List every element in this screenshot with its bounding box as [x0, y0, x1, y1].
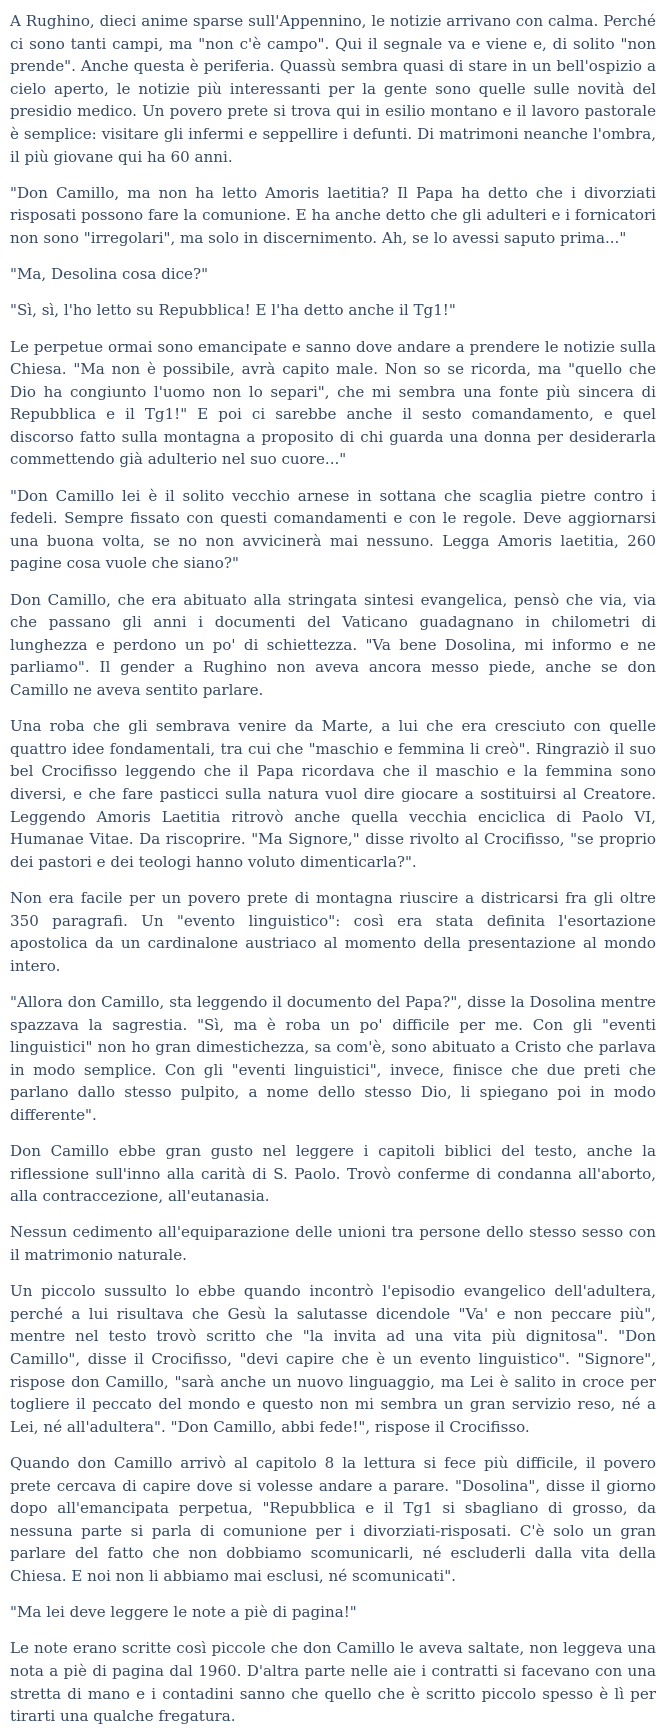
paragraph: Quando don Camillo arrivò al capitolo 8 la lettura si fece più difficile, il povero prete cercava di capire dove si volesse andare a parare. "Dosolina", disse il giorno dopo all'emancipata perpetua, "Repubblica e il Tg1 si sbagliano di grosso, da nessuna parte si parla di comunione per i divorziati-risposati. C'è solo un gran parlare del fatto che non dobbiamo scomunicarli, né escluderli dalla vita della Chiesa. E noi non li abbiamo mai esclusi, né scomunicati". [10, 1453, 656, 1585]
paragraph: "Ma, Desolina cosa dice?" [10, 265, 209, 284]
paragraph: Una roba che gli sembrava venire da Marte, a lui che era cresciuto con quelle quattro idee fondamentali, tra cui che "maschio e femmina li creò". Ringraziò il suo bel Crocifisso leggendo che il Papa ricordava che il maschio e la femmina sono diversi, e che fare pasticci sulla natura vuol dire giocare a sostituirsi al Creatore. Leggendo Amoris Laetitia ritrovò anche quella vecchia enciclica di Paolo VI, Humanae Vitae. Da riscoprire. "Ma Signore," disse rivolto al Crocifisso, "se proprio dei pastori e dei teologi hanno voluto dimenticarla?". [10, 717, 656, 871]
paragraph: "Don Camillo lei è il solito vecchio arnese in sottana che scaglia pietre contro i fedeli. Sempre fissato con questi comandamenti e con le regole. Deve aggiornarsi una buona volta, se no non avvicinerà mai nessuno. Legga Amoris laetitia, 260 pagine cosa vuole che siano?" [10, 486, 656, 573]
paragraph: Le perpetue ormai sono emancipate e sanno dove andare a prendere le notizie sulla Chiesa. "Ma non è possibile, avrà capito male. Non so se ricorda, ma "quello che Dio ha congiunto l'uomo non lo separi", che mi sembra una fonte più sincera di Repubblica e il Tg1!" E poi ci sarebbe anche il sesto comandamento, e quel discorso fatto sulla montagna a proposito di chi guarda una donna per desiderarla commettendo già adulterio nel suo cuore..." [10, 337, 656, 469]
paragraph: "Ma lei deve leggere le note a piè di pagina!" [10, 1603, 357, 1622]
paragraph: A Rughino, dieci anime sparse sull'Appennino, le notizie arrivano con calma. Perché ci sono tanti campi, ma "non c'è campo". Qui il segnale va e viene e, di solito "non prende". Anche questa è periferia. Quassù sembra quasi di stare in un bell'ospizio a cielo aperto, le notizie più interessanti per la gente sono quelle sulle novità del presidio medico. Un povero prete si trova qui in esilio montano e il lavoro pastorale è semplice: visitare gli infermi e seppellire i defunti. Di matrimoni neanche l'ombra, il più giovane qui ha 60 anni. [10, 12, 656, 166]
paragraph: Le note erano scritte così piccole che don Camillo le aveva saltate, non leggeva una nota a piè di pagina dal 1960. D'altra parte nelle aie i contratti si facevano con una stretta di mano e i contadini sanno che quello che è scritto piccolo spesso è lì per tirarti una qualche fregatura. [10, 1639, 656, 1726]
paragraph: Non era facile per un povero prete di montagna riuscire a districarsi fra gli oltre 350 paragrafi. Un "evento linguistico": così era stata definita l'esortazione apostolica da un cardinalone austriaco al momento della presentazione al mondo intero. [10, 888, 656, 975]
paragraph: "Sì, sì, l'ho letto su Repubblica! E l'ha detto anche il Tg1!" [10, 301, 456, 320]
paragraph: Un piccolo sussulto lo ebbe quando incontrò l'episodio evangelico dell'adultera, perché a lui risultava che Gesù la salutasse dicendole "Va' e non peccare più", mentre nel testo trovò scritto che "la invita ad una vita più dignitosa". "Don Camillo", disse il Crocifisso, "devi capire che è un evento linguistico". "Signore", rispose don Camillo, "sarà anche un nuovo linguaggio, ma Lei è salito in croce per togliere il peccato del mondo e questo non mi sembra un gran servizio reso, né a Lei, né all'adultera". "Don Camillo, abbi fede!", rispose il Crocifisso. [10, 1282, 656, 1436]
paragraph: "Don Camillo, ma non ha letto Amoris laetitia? Il Papa ha detto che i divorziati risposati possono fare la comunione. E ha anche detto che gli adulteri e i fornicatori non sono "irregolari", ma solo in discernimento. Ah, se lo avessi saputo prima..." [10, 183, 656, 247]
paragraph: Don Camillo, che era abituato alla stringata sintesi evangelica, pensò che via, via che passano gli anni i documenti del Vaticano guadagnano in chilometri di lunghezza e perdono un po' di schiettezza. "Va bene Dosolina, mi informo e ne parliamo". Il gender a Rughino non aveva ancora messo piede, anche se don Camillo ne aveva sentito parlare. [10, 590, 656, 699]
paragraph: Don Camillo ebbe gran gusto nel leggere i capitoli biblici del testo, anche la riflessione sull'inno alla carità di S. Paolo. Trovò conferme di condanna all'aborto, alla contraccezione, all'eutanasia. [10, 1142, 656, 1206]
paragraph: Nessun cedimento all'equiparazione delle unioni tra persone dello stesso sesso con il matrimonio naturale. [10, 1223, 656, 1265]
paragraph: "Allora don Camillo, sta leggendo il documento del Papa?", disse la Dosolina mentre spazzava la sagrestia. "Sì, ma è roba un po' difficile per me. Con gli "eventi linguistici" non ho gran dimestichezza, sa com'è, sono abituato a Cristo che parlava in modo semplice. Con gli "eventi linguistici", invece, finisce che due preti che parlano dallo stesso pulpito, a nome dello stesso Dio, li spiegano poi in modo differente". [10, 992, 656, 1124]
